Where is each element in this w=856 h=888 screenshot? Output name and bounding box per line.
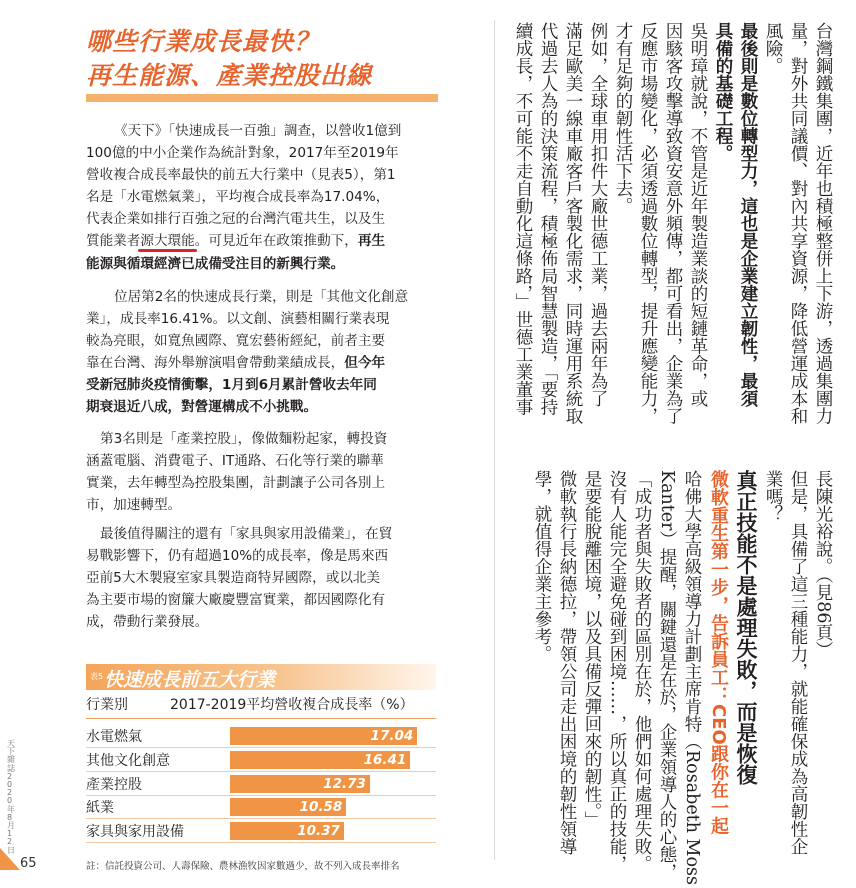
text-line: 代表企業如排行百強之冠的台灣汽電共生，以及生 bbox=[86, 211, 386, 228]
text-line: 為主要市場的窗簾大廠慶豐富實業，都因國際化有 bbox=[86, 592, 386, 609]
text-fragment: 質能業者 bbox=[86, 233, 141, 250]
table-footnote: 註：信託投資公司、人壽保險、農林漁牧因家數過少，故不列入成長率排名 bbox=[86, 861, 400, 872]
paragraph-3 bbox=[86, 428, 436, 516]
bar-5: 10.37 bbox=[230, 822, 344, 840]
vertical-line: 反應市場變化，必須透過數位轉型，提升應變能力， bbox=[638, 22, 658, 425]
text-line bbox=[86, 352, 436, 374]
vertical-line: 「成功者與失敗者的區別在於，他們如何處理失敗。 bbox=[632, 470, 652, 873]
text-line: 《天下》「快速成長一百強」調查，以營收1億到 bbox=[114, 123, 402, 139]
page-corner-mark bbox=[0, 848, 20, 870]
heading-underline-bar bbox=[86, 94, 438, 102]
text-fragment: 。可見近年在政策推動下， bbox=[194, 233, 358, 250]
vertical-line: 業嗎？ bbox=[763, 470, 783, 523]
row-divider bbox=[86, 771, 436, 772]
row-divider bbox=[86, 747, 436, 748]
row-divider bbox=[86, 795, 436, 796]
paragraph-4 bbox=[86, 523, 436, 633]
bold-text: 再生 bbox=[357, 233, 386, 250]
vertical-line: 才有足夠的韌性活下去。 bbox=[613, 22, 633, 215]
column-header-industry: 行業別 bbox=[86, 697, 128, 713]
bold-text-line: 能源與循環經濟已成備受注目的新興行業。 bbox=[86, 255, 345, 272]
bold-text-line: 期衰退近八成，對營運構成不小挑戰。 bbox=[86, 399, 318, 416]
text-line: 涵蓋電腦、消費電子、IT通路、石化等行業的聯華 bbox=[86, 453, 384, 470]
highlighted-company-name: 源大環能 bbox=[140, 233, 195, 250]
column-divider bbox=[494, 20, 495, 860]
page-number: 65 bbox=[20, 856, 37, 871]
text-line: 最後值得關注的還有「家具與家用設備業」，在貿 bbox=[100, 526, 393, 542]
bar-1: 17.04 bbox=[230, 727, 417, 745]
table-number: 表5 bbox=[90, 672, 104, 681]
text-line: 亞前5大木製寢室家具製造商特昇國際，或以北美 bbox=[86, 570, 381, 587]
vertical-line: 因駭客攻擊導致資安意外頻傳，都可看出，企業為了 bbox=[663, 22, 683, 425]
bar-category-label: 產業控股 bbox=[86, 776, 142, 793]
bar-category-label: 其他文化創意 bbox=[86, 752, 170, 769]
bold-text: 但今年 bbox=[344, 355, 386, 372]
bar-category-label: 家具與家用設備 bbox=[86, 824, 184, 841]
vertical-line: 哈佛大學高級領導力計劃主席肯特（Rosabeth Moss bbox=[682, 470, 702, 885]
vertical-line: 例如，全球車用扣件大廠世德工業，過去兩年為了 bbox=[588, 22, 608, 407]
vertical-bold-line: 最後則是數位轉型力，這也是企業建立韌性，最須 bbox=[738, 22, 758, 407]
row-divider bbox=[86, 818, 436, 819]
text-line: 100億的中小企業作為統計對象，2017年至2019年 bbox=[86, 145, 399, 162]
vertical-bold-line: 具備的基礎工程。 bbox=[713, 22, 733, 162]
bar-4: 10.58 bbox=[230, 798, 346, 816]
section-heading-line2: 再生能源、產業控股出線 bbox=[86, 61, 373, 90]
section-heading-line1: 哪些行業成長最快？ bbox=[86, 27, 321, 56]
vertical-line: 沒有人能完全避免碰到困境……，所以真正的技能， bbox=[607, 470, 627, 873]
text-line: 實業，去年轉型為控股集團，計劃讓子公司各別上 bbox=[86, 475, 386, 492]
vertical-line: 學，就值得企業主參考。 bbox=[532, 470, 552, 663]
vertical-line: Kanter）提醒，關鍵還是在於，企業領導人的心態， bbox=[657, 470, 677, 881]
table-title: 快速成長前五大行業 bbox=[104, 669, 276, 691]
paragraph-1 bbox=[86, 120, 436, 275]
vertical-line: 長陳光裕說。（見86頁） bbox=[813, 470, 833, 659]
vertical-line: 微軟執行長納德拉，帶領公司走出困境的韌性領導 bbox=[557, 470, 577, 855]
vertical-line: 代過去人為的決策流程，積極佈局智慧製造，「要持 bbox=[538, 22, 558, 416]
bar-3: 12.73 bbox=[230, 775, 370, 793]
vertical-text-block-bottom bbox=[530, 470, 836, 885]
text-line: 成，帶動行業發展。 bbox=[86, 614, 209, 631]
bar-category-label: 水電燃氣 bbox=[86, 729, 142, 745]
text-line: 業」，成長率16.41%。以文創、演藝相關行業表現 bbox=[86, 311, 390, 328]
text-line: 易戰影響下，仍有超過10%的成長率，像是馬來西 bbox=[86, 548, 389, 565]
text-fragment: 靠在台灣、海外舉辦演唱會帶動業績成長， bbox=[86, 355, 345, 372]
vertical-line: 台灣鋼鐵集團，近年也積極整併上下游，透過集團力 bbox=[813, 22, 833, 425]
vertical-line: 風險。 bbox=[763, 22, 783, 75]
text-line: 較為亮眼，如寬魚國際、寬宏藝術經紀，前者主要 bbox=[86, 333, 386, 350]
bold-text-line: 受新冠肺炎疫情衝擊，1月到6月累計營收去年同 bbox=[86, 377, 377, 394]
bar-category-label: 紙業 bbox=[86, 800, 114, 817]
vertical-line: 但是，具備了這三種能力，就能確保成為高韌性企 bbox=[788, 470, 808, 855]
text-line: 第3名則是「產業控股」，像做麵粉起家，轉投資 bbox=[100, 431, 388, 447]
table-header-rule bbox=[86, 718, 436, 719]
magazine-issue-label: 天下雜誌 2020年8月12日 bbox=[7, 739, 15, 855]
vertical-subheading-orange: 微軟重生第一步，告訴員工：CEO跟你在一起 bbox=[708, 470, 729, 835]
vertical-line: 量，對外共同議價、對內共享資源，降低營運成本和 bbox=[788, 22, 808, 425]
paragraph-2 bbox=[86, 286, 436, 419]
text-line: 市，加速轉型。 bbox=[86, 497, 182, 514]
vertical-line: 是要能脫離困境，以及具備反彈回來的韌性。」 bbox=[582, 470, 602, 829]
column-header-growth-rate: 2017-2019平均營收複合成長率（%） bbox=[170, 697, 414, 713]
text-line: 名是「水電燃氣業」，平均複合成長率為17.04%， bbox=[86, 189, 390, 206]
row-divider bbox=[86, 842, 436, 843]
bar-2: 16.41 bbox=[230, 751, 410, 769]
vertical-text-block-top bbox=[511, 22, 836, 425]
vertical-line: 續成長，不可能不走自動化這條路，」世德工業董事 bbox=[513, 22, 533, 416]
vertical-line: 吳明璋就說，不管是近年製造業談的短鏈革命，或 bbox=[688, 22, 708, 407]
vertical-line: 滿足歐美一線車廠客戶客製化需求，同時運用系統取 bbox=[563, 22, 583, 425]
text-line: 營收複合成長率最快的前五大行業中（見表5），第1 bbox=[86, 167, 396, 184]
vertical-subheading: 真正技能不是處理失敗，而是恢復 bbox=[734, 470, 758, 785]
text-line: 位居第2名的快速成長行業，則是「其他文化創意 bbox=[114, 289, 409, 305]
text-line bbox=[86, 230, 436, 252]
